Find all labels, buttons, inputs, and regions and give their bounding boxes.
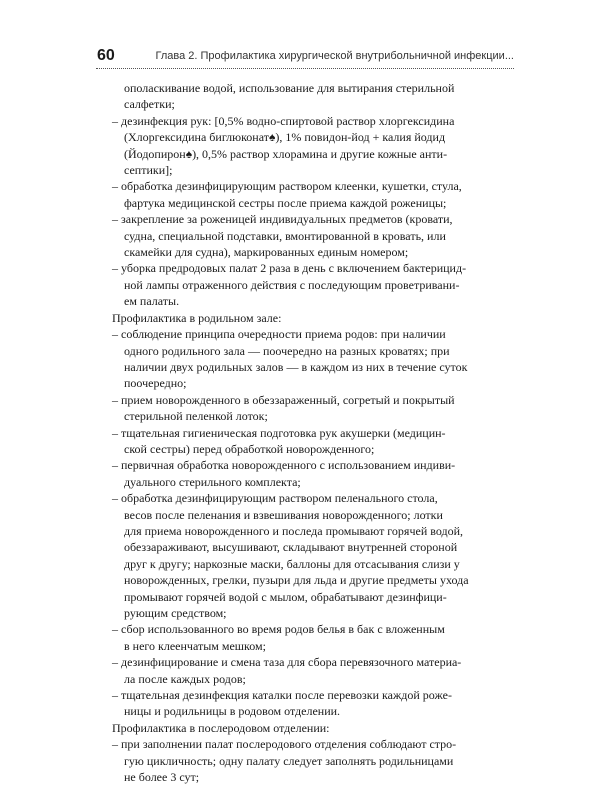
- list-item: – первичная обработка новорожденного с использованием индиви-: [112, 458, 456, 473]
- list-item: – тщательная дезинфекция каталки после перевозки каждой роже-: [112, 688, 452, 703]
- list-item: – обработка дезинфицирующим раствором клеенки, кушетки, стула,: [112, 179, 462, 194]
- section-heading: Профилактика в послеродовом отделении:: [112, 720, 330, 735]
- running-title: Глава 2. Профилактика хирургической внутрибольничной инфекции...: [155, 50, 514, 62]
- body-text: [112, 80, 515, 785]
- list-item: – при заполнении палат послеродового отделения соблюдают стро-: [112, 737, 457, 752]
- text-line: дуального стерильного комплекта;: [124, 474, 301, 489]
- text-line: одного родильного зала — поочередно на разных кроватях; при: [124, 343, 450, 358]
- text-line: друг к другу; наркозные маски, баллоны для отсасывания слизи у: [124, 556, 460, 571]
- header-divider: [96, 68, 514, 69]
- text-line: скамейки для судна), маркированных единым номером;: [124, 245, 409, 260]
- list-item: – дезинфицирование и смена таза для сбора перевязочного материа-: [112, 655, 462, 670]
- text-line: ницы и родильницы в родовом отделении.: [124, 704, 341, 719]
- list-item: – дезинфекция рук: [0,5% водно-спиртовой раствор хлоргексидина: [112, 113, 455, 128]
- list-item: – закрепление за роженицей индивидуальных предметов (кровати,: [112, 212, 453, 227]
- list-item: – тщательная гигиеническая подготовка рук акушерки (медицин-: [112, 425, 446, 440]
- text-line: стерильной пеленкой лоток;: [124, 409, 268, 424]
- text-line: не более 3 сут;: [124, 770, 200, 785]
- text-line: наличии двух родильных залов — в каждом из них в течение суток: [124, 359, 468, 374]
- text-line: для приема новорожденного и последа промывают горячей водой,: [124, 523, 463, 538]
- text-line: обеззараживают, высушивают, складывают внутренней стороной: [124, 540, 458, 555]
- text-line: ополаскивание водой, использование для вытирания стерильной: [124, 81, 455, 95]
- text-line: салфетки;: [124, 97, 175, 112]
- text-line: новорожденных, грелки, пузыри для льда и другие предметы ухода: [124, 573, 469, 588]
- text-line: фартука медицинской сестры после приема каждой роженицы;: [124, 195, 447, 210]
- text-line: весов после пеленания и взвешивания новорожденного; лотки: [124, 507, 443, 522]
- text-line: септики];: [124, 163, 173, 178]
- text-line: (Хлоргексидина биглюконат♠), 1% повидон-йод + калия йодид: [124, 130, 446, 145]
- list-item: – обработка дезинфицирующим раствором пеленального стола,: [112, 491, 438, 506]
- text-line: в него клеенчатым мешком;: [124, 638, 266, 653]
- text-line: гую цикличность; одну палату следует заполнять родильницами: [124, 753, 454, 768]
- list-item: – соблюдение принципа очередности приема родов: при наличии: [112, 327, 446, 342]
- text-line: судна, специальной подставки, вмонтированной в кровать, или: [124, 228, 446, 243]
- text-line: поочередно;: [124, 376, 187, 391]
- list-item: – прием новорожденного в обеззараженный, согретый и покрытый: [112, 392, 455, 407]
- text-line: рующим средством;: [124, 606, 227, 620]
- text-line: ем палаты.: [124, 294, 180, 309]
- text-line: ской сестры) перед обработкой новорожденного;: [124, 441, 375, 456]
- list-item: – уборка предродовых палат 2 раза в день с включением бактерицид-: [112, 261, 467, 276]
- page-number: 60: [97, 47, 115, 64]
- text-line: ной лампы отраженного действия с последующим проветривани-: [124, 277, 460, 292]
- text-line: (Йодопирон♠), 0,5% раствор хлорамина и другие кожные анти-: [124, 146, 448, 161]
- section-heading: Профилактика в родильном зале:: [112, 310, 282, 325]
- list-item: – сбор использованного во время родов белья в бак с вложенным: [112, 622, 445, 637]
- text-line: ла после каждых родов;: [124, 671, 246, 686]
- text-line: промывают горячей водой с мылом, обрабатывают дезинфици-: [124, 589, 447, 604]
